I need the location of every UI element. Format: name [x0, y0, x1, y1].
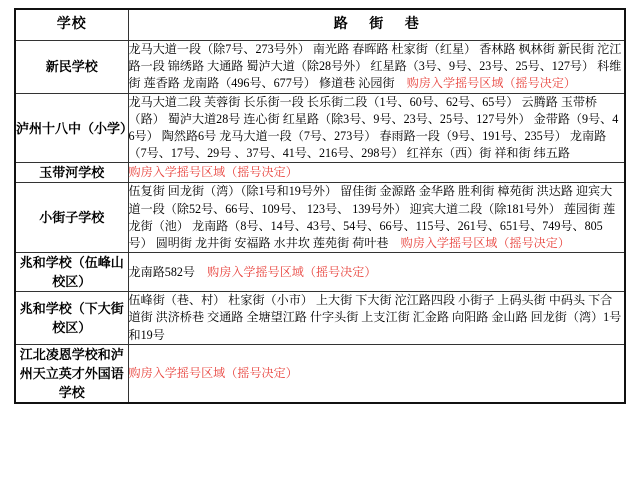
roads-list: 伍峰街（巷、村） 杜家街（小市） 上大街 下大街 沱江路四段 小街子 上码头街 中码头 下合道街 洪济桥巷 交通路 全塘望江路 什字头街 上支江街 汇金路 向阳路 金山路 回龙街（湾）1号和19号	[128, 293, 622, 342]
school-name-cell: 泸州十八中（小学）	[15, 93, 128, 163]
lottery-note: 购房入学摇号区域（摇号决定）	[128, 365, 298, 380]
table-header-row	[15, 9, 625, 41]
school-name-cell: 江北凌恩学校和泸州天立英才外国语学校	[15, 344, 128, 403]
table-row	[15, 253, 625, 292]
lottery-note: 购房入学摇号区域（摇号决定）	[128, 165, 298, 180]
table-row	[15, 41, 625, 94]
school-name-cell: 玉带河学校	[15, 163, 128, 183]
column-header-school: 学校	[15, 9, 128, 41]
table-row	[15, 183, 625, 253]
lottery-note: 购房入学摇号区域（摇号决定）	[406, 76, 577, 91]
table-header	[15, 9, 625, 41]
school-name-cell: 兆和学校（下大街校区）	[15, 292, 128, 345]
roads-cell	[128, 253, 625, 292]
roads-cell	[128, 183, 625, 253]
roads-list: 龙马大道一段（除7号、273号外） 南光路 春晖路 杜家街（红星） 香林路 枫林街 新民街 沱江路一段 锦绣路 大通路 蜀泸大道（除28号外） 红星路（3号、9号、23号、25号、127号） 科维街 莲香路 龙南路（496号、677号） 修道巷 沁园街	[128, 42, 622, 91]
school-name-cell: 兆和学校（伍峰山校区）	[15, 253, 128, 292]
table-row	[15, 163, 625, 183]
table-row	[15, 93, 625, 163]
roads-list: 伍复街 回龙街（湾）（除1号和19号外） 留佳街 金源路 金华路 胜利街 樟苑街 洪达路 迎宾大道一段（除52号、66号、109号、 123号、 139号外） 迎宾大道二段（除181号外） 莲园街 莲龙街（池） 龙南路（8号、14号、43号、54号、66号、115号、261号、651号、749号、805号） 圆明街 龙井街 安福路 水井坎 莲苑街 荷叶巷	[128, 184, 616, 251]
roads-list: 龙马大道二段 芙蓉街 长乐街一段 长乐街二段（1号、60号、62号、65号） 云腾路 玉带桥（路） 蜀泸大道28号 连心街 红星路（除3号、9号、23号、25号、127号外） 金带路（9号、46号） 陶然路6号 龙马大道一段（7号、273号） 春雨路一段（9号、191号、235号） 龙南路（7号、17号、29号 、37号、41号、216号、298号） 红祥东（西）街 祥和街 纬五路	[128, 94, 619, 161]
roads-cell	[128, 41, 625, 94]
lottery-note: 购房入学摇号区域（摇号决定）	[400, 236, 570, 251]
roads-cell	[128, 163, 625, 183]
table-body	[15, 41, 625, 403]
roads-cell	[128, 292, 625, 345]
column-header-roads	[128, 9, 625, 41]
school-name-cell: 小街子学校	[15, 183, 128, 253]
table-row	[15, 292, 625, 345]
roads-cell	[128, 344, 625, 403]
roads-list: 龙南路582号	[128, 264, 196, 279]
roads-cell	[128, 93, 625, 163]
school-district-table	[14, 8, 626, 404]
lottery-note: 购房入学摇号区域（摇号决定）	[207, 264, 377, 279]
table-row	[15, 344, 625, 403]
school-name-cell: 新民学校	[15, 41, 128, 94]
column-header-roads-label: 路 街 巷	[333, 17, 428, 32]
